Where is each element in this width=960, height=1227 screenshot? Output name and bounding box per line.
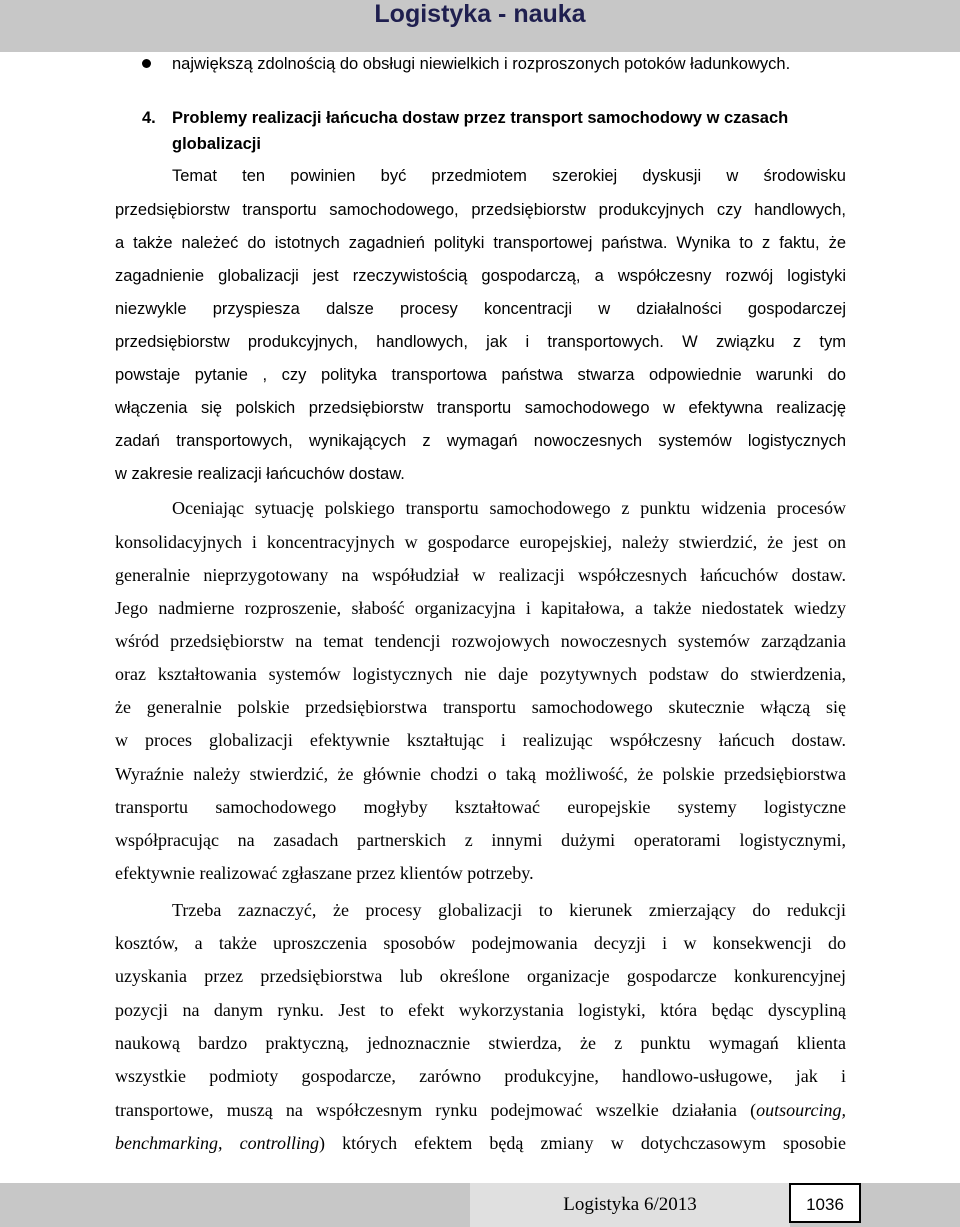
paragraph-3-line: kosztów, a także uproszczenia sposobów podejmowania decyzji i w konsekwencji do (115, 933, 846, 953)
paragraph-1-line: w zakresie realizacji łańcuchów dostaw. (115, 465, 405, 483)
section-number: 4. (142, 109, 156, 127)
paragraph-2-line: współpracując na zasadach partnerskich z innymi dużymi operatorami logistycznymi, (115, 830, 846, 850)
paragraph-2-line: efektywnie realizować zgłaszane przez klientów potrzeby. (115, 863, 534, 883)
paragraph-2-line: transportu samochodowego mogłyby kształtować europejskie systemy logistyczne (115, 797, 846, 817)
bullet-dot-icon (142, 59, 151, 68)
paragraph-2-line: Wyraźnie należy stwierdzić, że głównie chodzi o taką możliwość, że polskie przedsiębiorstwa (115, 764, 846, 784)
paragraph-2-line: że generalnie polskie przedsiębiorstwa transportu samochodowego skutecznie włączą się (115, 697, 846, 717)
paragraph-3-line: pozycji na danym rynku. Jest to efekt wykorzystania logistyki, która będąc dyscypliną (115, 1000, 846, 1020)
paragraph-2-line: oraz kształtowania systemów logistycznych nie daje pozytywnych podstaw do stwierdzenia, (115, 664, 846, 684)
footer-page-number: 1036 (789, 1183, 861, 1223)
paragraph-3-line (115, 1126, 846, 1160)
footer-journal-label: Logistyka 6/2013 (470, 1183, 790, 1227)
paragraph-1-line: przedsiębiorstw transportu samochodowego, przedsiębiorstw produkcyjnych czy handlowych, (115, 201, 846, 219)
paragraph-1-line: zadań transportowych, wynikających z wymagań nowoczesnych systemów logistycznych (115, 432, 846, 450)
paragraph-2-line: konsolidacyjnych i koncentracyjnych w gospodarce europejskiej, należy stwierdzić, że jest on (115, 532, 846, 552)
paragraph-3-line (115, 1093, 846, 1127)
paragraph-3-line: naukową bardzo praktyczną, jednoznacznie stwierdza, że z punktu wymagań klienta (115, 1033, 846, 1053)
paragraph-3-italic-terms: benchmarking, controlling (115, 1133, 319, 1153)
paragraph-1-line: przedsiębiorstw produkcyjnych, handlowych, jak i transportowych. W związku z tym (115, 333, 846, 351)
paragraph-2-line: Oceniając sytuację polskiego transportu samochodowego z punktu widzenia procesów (172, 498, 846, 518)
paragraph-1-line: a także należeć do istotnych zagadnień polityki transportowej państwa. Wynika to z faktu, że (115, 234, 846, 252)
bullet-item-text: największą zdolnością do obsługi niewielkich i rozproszonych potoków ładunkowych. (172, 55, 791, 73)
paragraph-3-line: uzyskania przez przedsiębiorstwa lub określone organizacje gospodarcze konkurencyjnej (115, 966, 846, 986)
paragraph-2-line: w proces globalizacji efektywnie kształtując i realizując współczesny łańcuch dostaw. (115, 730, 846, 750)
paragraph-1-line: Temat ten powinien być przedmiotem szerokiej dyskusji w środowisku (172, 167, 846, 185)
paragraph-3-line: wszystkie podmioty gospodarcze, zarówno produkcyjne, handlowo-usługowe, jak i (115, 1066, 846, 1086)
paragraph-1-line: niezwykle przyspiesza dalsze procesy koncentracji w działalności gospodarczej (115, 300, 846, 318)
paragraph-2-line: wśród przedsiębiorstw na temat tendencji rozwojowych nowoczesnych systemów zarządzania (115, 631, 846, 651)
paragraph-2-line: Jego nadmierne rozproszenie, słabość organizacyjna i kapitałowa, a także niedostatek wiedzy (115, 598, 846, 618)
page-header-title: Logistyka - nauka (374, 0, 586, 28)
paragraph-3-line: Trzeba zaznaczyć, że procesy globalizacji to kierunek zmierzający do redukcji (172, 900, 846, 920)
paragraph-1-line: zagadnienie globalizacji jest rzeczywistością gospodarczą, a współczesny rozwój logistyki (115, 267, 846, 285)
paragraph-3-italic-term: outsourcing, (756, 1100, 846, 1120)
section-heading-line-1: Problemy realizacji łańcucha dostaw przez transport samochodowy w czasach (172, 109, 789, 127)
paragraph-2-line: generalnie nieprzygotowany na współudział w realizacji współczesnych łańcuchów dostaw. (115, 565, 846, 585)
paragraph-3-line-text: ) których efektem będą zmiany w dotychczasowym sposobie (318, 1133, 846, 1153)
paragraph-3-line-text: transportowe, muszą na współczesnym rynku podejmować wszelkie działania ( (115, 1100, 757, 1120)
paragraph-1-line: włączenia się polskich przedsiębiorstw transportu samochodowego w efektywna realizację (115, 399, 846, 417)
paragraph-1-line: powstaje pytanie , czy polityka transportowa państwa stwarza odpowiednie warunki do (115, 366, 846, 384)
section-heading-line-2: globalizacji (172, 135, 261, 153)
